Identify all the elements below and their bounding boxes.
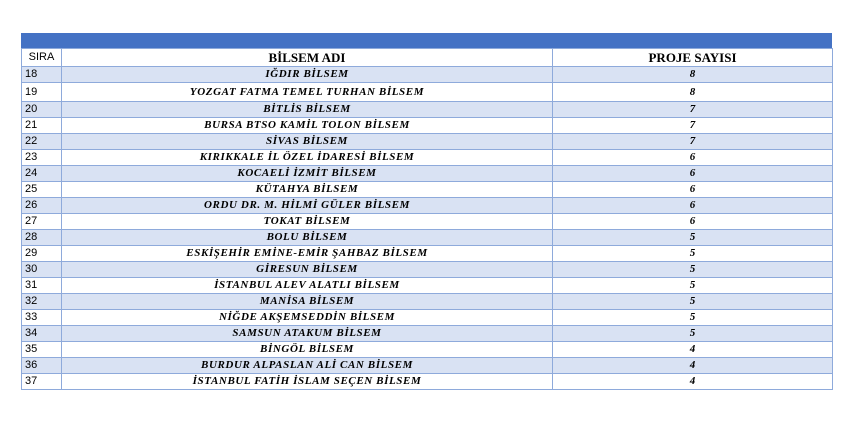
row-sira-cell: 22 (22, 134, 62, 150)
table-row (22, 214, 833, 230)
row-proje-count-cell: 4 (553, 342, 833, 358)
row-sira-cell: 37 (22, 374, 62, 390)
table-row (22, 294, 833, 310)
row-proje-count-cell: 5 (553, 278, 833, 294)
row-sira-cell: 35 (22, 342, 62, 358)
table-row (22, 150, 833, 166)
header-sira: SIRA (22, 49, 62, 67)
table-body (22, 67, 833, 390)
table-row (22, 102, 833, 118)
header-row (22, 49, 833, 67)
row-bilsem-name-cell: IĞDIR BİLSEM (62, 67, 553, 83)
row-sira-cell: 20 (22, 102, 62, 118)
row-sira-cell: 26 (22, 198, 62, 214)
table-top-bar (21, 33, 832, 48)
row-sira-cell: 28 (22, 230, 62, 246)
table-row (22, 278, 833, 294)
row-bilsem-name-cell: ESKİŞEHİR EMİNE-EMİR ŞAHBAZ BİLSEM (62, 246, 553, 262)
row-sira-cell: 29 (22, 246, 62, 262)
table-row (22, 246, 833, 262)
row-sira-cell: 32 (22, 294, 62, 310)
row-proje-count-cell: 6 (553, 166, 833, 182)
table-row (22, 374, 833, 390)
row-sira-cell: 18 (22, 67, 62, 83)
row-proje-count-cell: 6 (553, 214, 833, 230)
row-bilsem-name-cell: YOZGAT FATMA TEMEL TURHAN BİLSEM (62, 83, 553, 102)
row-sira-cell: 19 (22, 83, 62, 102)
row-proje-count-cell: 5 (553, 326, 833, 342)
row-bilsem-name-cell: BURSA BTSO KAMİL TOLON BİLSEM (62, 118, 553, 134)
header-proje-sayisi: PROJE SAYISI (553, 49, 833, 67)
row-sira-cell: 27 (22, 214, 62, 230)
row-bilsem-name-cell: SİVAS BİLSEM (62, 134, 553, 150)
row-sira-cell: 24 (22, 166, 62, 182)
row-bilsem-name-cell: GİRESUN BİLSEM (62, 262, 553, 278)
table-row (22, 182, 833, 198)
row-bilsem-name-cell: MANİSA BİLSEM (62, 294, 553, 310)
row-bilsem-name-cell: İSTANBUL ALEV ALATLI BİLSEM (62, 278, 553, 294)
row-proje-count-cell: 7 (553, 118, 833, 134)
row-bilsem-name-cell: ORDU DR. M. HİLMİ GÜLER BİLSEM (62, 198, 553, 214)
row-proje-count-cell: 6 (553, 182, 833, 198)
row-proje-count-cell: 6 (553, 198, 833, 214)
row-proje-count-cell: 5 (553, 230, 833, 246)
table-row (22, 166, 833, 182)
row-bilsem-name-cell: BİTLİS BİLSEM (62, 102, 553, 118)
row-bilsem-name-cell: İSTANBUL FATİH İSLAM SEÇEN BİLSEM (62, 374, 553, 390)
table-row (22, 83, 833, 102)
row-proje-count-cell: 7 (553, 102, 833, 118)
row-proje-count-cell: 5 (553, 246, 833, 262)
bilsem-project-table (21, 48, 833, 390)
row-sira-cell: 21 (22, 118, 62, 134)
row-proje-count-cell: 7 (553, 134, 833, 150)
row-sira-cell: 25 (22, 182, 62, 198)
row-sira-cell: 30 (22, 262, 62, 278)
row-sira-cell: 33 (22, 310, 62, 326)
row-bilsem-name-cell: KOCAELİ İZMİT BİLSEM (62, 166, 553, 182)
row-bilsem-name-cell: NİĞDE AKŞEMSEDDİN BİLSEM (62, 310, 553, 326)
row-bilsem-name-cell: BİNGÖL BİLSEM (62, 342, 553, 358)
header-bilsem-adi: BİLSEM ADI (62, 49, 553, 67)
table-row (22, 358, 833, 374)
row-proje-count-cell: 4 (553, 374, 833, 390)
table-row (22, 342, 833, 358)
table-row (22, 118, 833, 134)
row-bilsem-name-cell: KÜTAHYA BİLSEM (62, 182, 553, 198)
table-row (22, 326, 833, 342)
row-proje-count-cell: 5 (553, 262, 833, 278)
table-row (22, 262, 833, 278)
row-bilsem-name-cell: BURDUR ALPASLAN ALİ CAN BİLSEM (62, 358, 553, 374)
bilsem-table-container (21, 33, 832, 390)
table-row (22, 310, 833, 326)
row-bilsem-name-cell: BOLU BİLSEM (62, 230, 553, 246)
row-proje-count-cell: 8 (553, 67, 833, 83)
table-row (22, 198, 833, 214)
table-row (22, 67, 833, 83)
row-proje-count-cell: 6 (553, 150, 833, 166)
row-proje-count-cell: 5 (553, 310, 833, 326)
row-proje-count-cell: 5 (553, 294, 833, 310)
table-row (22, 134, 833, 150)
row-proje-count-cell: 8 (553, 83, 833, 102)
row-sira-cell: 31 (22, 278, 62, 294)
row-proje-count-cell: 4 (553, 358, 833, 374)
row-sira-cell: 34 (22, 326, 62, 342)
row-sira-cell: 36 (22, 358, 62, 374)
table-row (22, 230, 833, 246)
row-bilsem-name-cell: TOKAT BİLSEM (62, 214, 553, 230)
row-bilsem-name-cell: KIRIKKALE İL ÖZEL İDARESİ BİLSEM (62, 150, 553, 166)
row-bilsem-name-cell: SAMSUN ATAKUM BİLSEM (62, 326, 553, 342)
row-sira-cell: 23 (22, 150, 62, 166)
